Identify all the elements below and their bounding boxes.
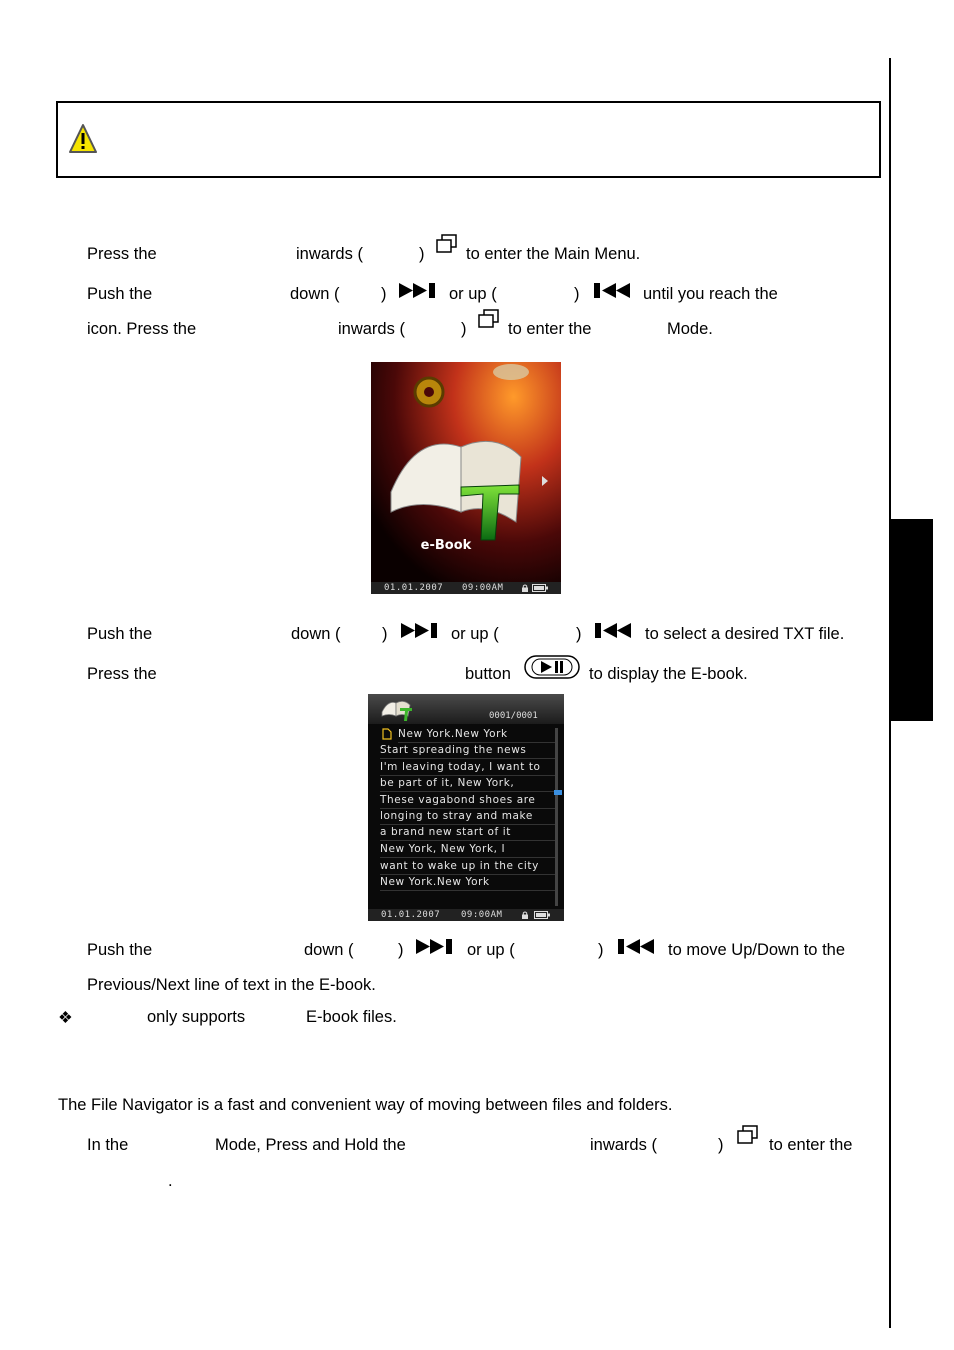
step3-orup: or up ( [451, 625, 499, 643]
text-line: New York, New York, I [380, 841, 556, 858]
lock-icon [521, 911, 529, 919]
text-line: a brand new start of it [380, 824, 556, 841]
ebook-label: e-Book [420, 538, 472, 553]
navigator-mode: Mode, Press and Hold the [215, 1136, 406, 1154]
note-files: E-book files. [306, 1008, 397, 1026]
step1-rest: to enter the Main Menu. [466, 245, 641, 263]
ebook-reader-screenshot [368, 694, 564, 921]
text-line: I'm leaving today, I want to [380, 759, 556, 776]
previous-track-icon [595, 622, 635, 639]
step1-press: Press the [87, 245, 157, 263]
warning-icon [68, 123, 98, 155]
ebook-menu-screenshot [371, 362, 561, 594]
step5-close2: ) [598, 941, 604, 959]
battery-icon [532, 584, 548, 592]
chapter-side-tab [891, 519, 933, 721]
bullet-icon: ❖ [58, 1009, 73, 1027]
step2-orup: or up ( [449, 285, 497, 303]
navigator-in: In the [87, 1136, 129, 1154]
text-line: New York.New York [398, 726, 556, 743]
step5-push: Push the [87, 941, 153, 959]
play-pause-button-icon [524, 655, 580, 679]
navigator-inwards: inwards ( [590, 1136, 657, 1154]
text-line: New York.New York [380, 874, 556, 891]
text-line: want to wake up in the city [380, 858, 556, 875]
step2b-mode: Mode. [667, 320, 713, 338]
step2b-icon: icon. Press the [87, 320, 197, 338]
navigator-close: ) [718, 1136, 724, 1154]
step2-close1: ) [381, 285, 387, 303]
menu-window-icon [478, 309, 500, 329]
step3-close1: ) [382, 625, 388, 643]
step3-rest: to select a desired TXT file. [645, 625, 845, 643]
note-only-supports: only supports [147, 1008, 246, 1026]
step5-down: down ( [304, 941, 354, 959]
next-track-icon [399, 282, 439, 299]
step1-inwards: inwards ( [296, 245, 363, 263]
step2-close2: ) [574, 285, 580, 303]
step2b-inwards: inwards ( [338, 320, 405, 338]
step3-push: Push the [87, 625, 153, 643]
status-bar [368, 909, 564, 921]
scrollbar-thumb[interactable] [554, 790, 562, 795]
text-line: These vagabond shoes are [380, 792, 556, 809]
lock-icon [521, 584, 529, 592]
step1-close: ) [419, 245, 425, 263]
step2b-close: ) [461, 320, 467, 338]
page-counter: 0001/0001 [489, 711, 538, 721]
status-date: 01.01.2007 [381, 910, 441, 920]
text-line: Start spreading the news [380, 742, 556, 759]
step5-rest: to move Up/Down to the [668, 941, 846, 959]
menu-window-icon [737, 1125, 759, 1145]
battery-icon [534, 911, 550, 919]
next-track-icon [416, 938, 456, 955]
previous-track-icon [618, 938, 658, 955]
previous-track-icon [594, 282, 634, 299]
warning-box [56, 101, 881, 178]
step5-line2: Previous/Next line of text in the E-book. [87, 976, 376, 994]
ebook-menu-artwork [371, 362, 561, 594]
status-date: 01.01.2007 [384, 583, 444, 593]
next-track-icon [401, 622, 441, 639]
step2-down: down ( [290, 285, 340, 303]
step5-close1: ) [398, 941, 404, 959]
navigator-dot: . [168, 1172, 173, 1190]
step2-push: Push the [87, 285, 153, 303]
step5-orup: or up ( [467, 941, 515, 959]
ebook-small-icon [380, 696, 414, 722]
status-time: 09:00AM [461, 910, 503, 920]
scrollbar-track[interactable] [555, 728, 558, 906]
step3-close2: ) [576, 625, 582, 643]
step2b-enter: to enter the [508, 320, 592, 338]
text-line: longing to stray and make [380, 808, 556, 825]
step4-button: button [465, 665, 511, 683]
menu-window-icon [436, 234, 458, 254]
step3-down: down ( [291, 625, 341, 643]
step2-rest: until you reach the [643, 285, 778, 303]
status-time: 09:00AM [462, 583, 504, 593]
step4-rest: to display the E-book. [589, 665, 748, 683]
text-line: be part of it, New York, [380, 775, 556, 792]
navigator-enter: to enter the [769, 1136, 853, 1154]
status-bar [371, 582, 561, 594]
step4-press: Press the [87, 665, 157, 683]
navigator-intro: The File Navigator is a fast and convenient way of moving between files and folders. [58, 1096, 673, 1114]
file-icon [382, 728, 392, 740]
